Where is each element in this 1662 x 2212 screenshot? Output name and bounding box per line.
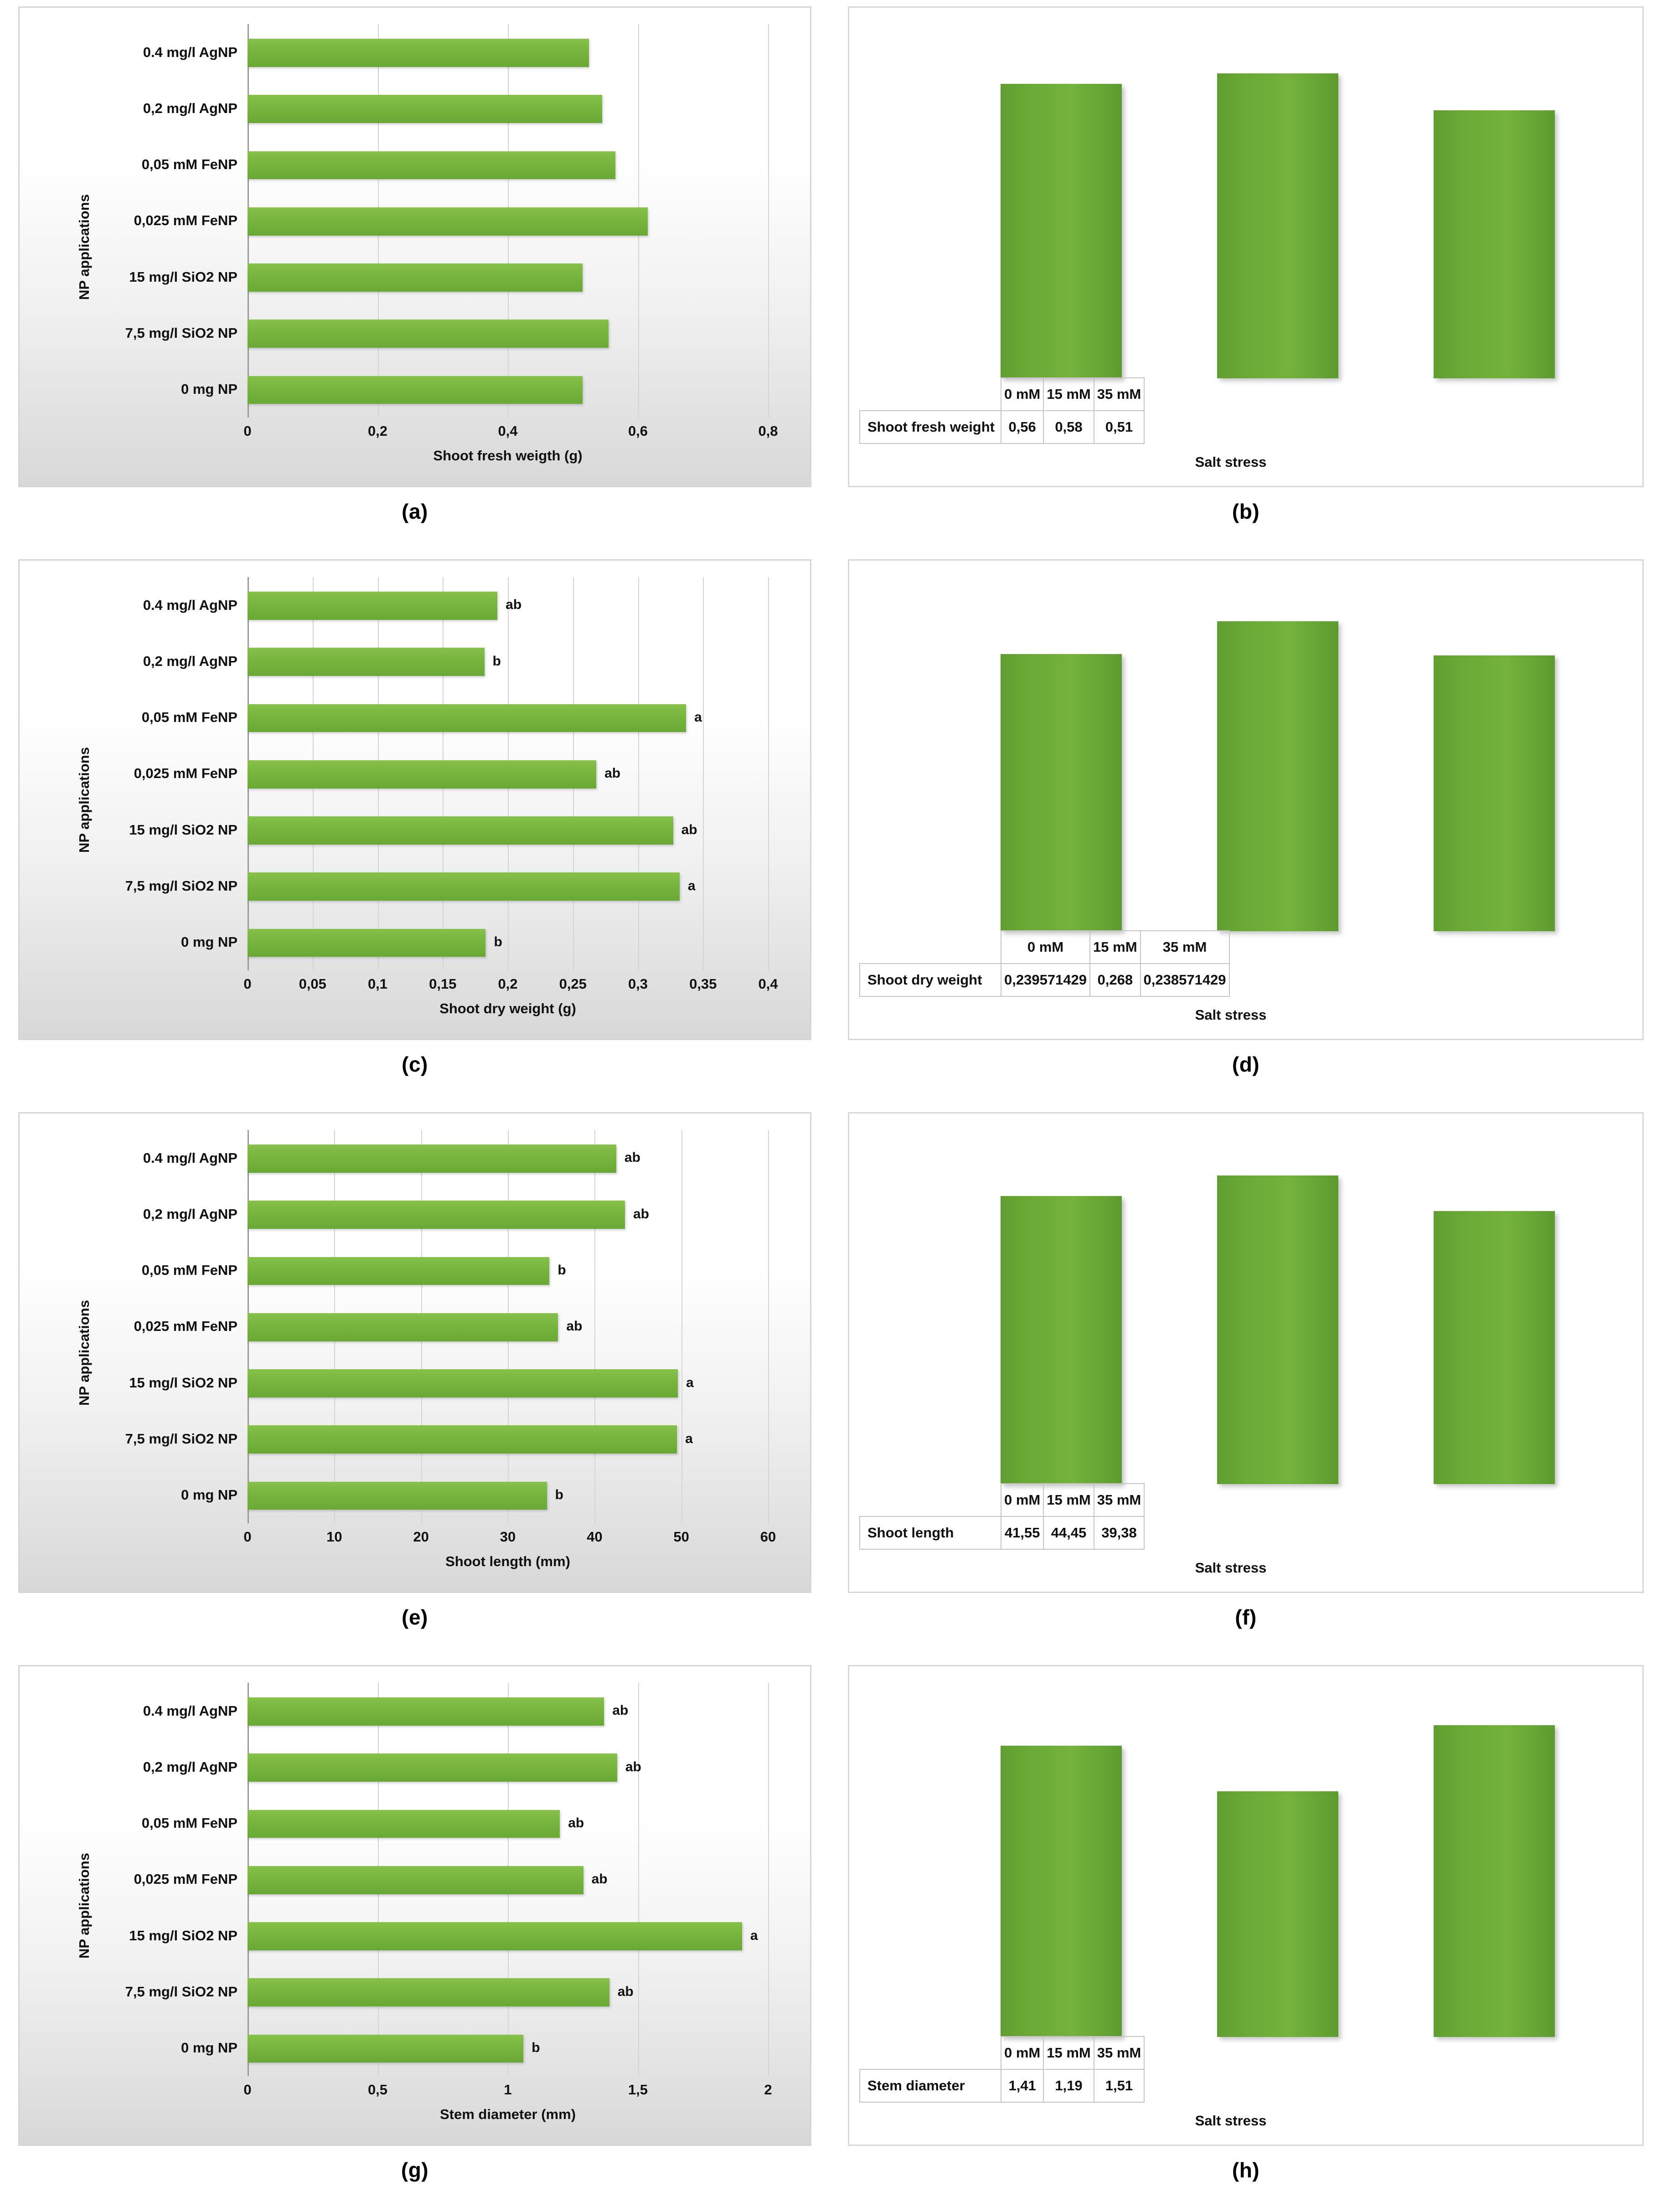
category-label: 7,5 mg/l SiO2 NP <box>125 325 237 341</box>
x-axis-title: Shoot length (mm) <box>445 1553 570 1569</box>
category-label: 15 mg/l SiO2 NP <box>129 1374 237 1391</box>
chart-panel-c <box>18 559 811 1040</box>
data-cell: 1,51 <box>1094 2069 1144 2102</box>
bar-holder <box>248 760 768 789</box>
bar <box>248 263 583 292</box>
chart-panel-a <box>18 6 811 487</box>
column-header: 35 mM <box>1094 1484 1144 1516</box>
bar-row <box>141 1243 768 1299</box>
bar-column <box>1217 1690 1338 2037</box>
bar <box>248 1978 609 2006</box>
x-tick-label: 0 <box>243 2082 252 2098</box>
significance-letter: a <box>750 1928 758 1943</box>
bar-row <box>134 1299 768 1355</box>
bar <box>248 1922 742 1950</box>
table-corner-cell <box>860 378 1001 411</box>
data-table <box>859 930 1230 997</box>
plot-area <box>125 577 778 1016</box>
significance-letter: b <box>555 1487 563 1503</box>
category-label: 0 mg NP <box>181 381 237 397</box>
chart-panel-g <box>18 1665 811 2146</box>
category-label: 0,2 mg/l AgNP <box>143 100 237 116</box>
gridline <box>768 24 769 418</box>
table-row <box>860 378 1144 411</box>
significance-letter: ab <box>566 1319 583 1334</box>
category-label: 0,05 mM FeNP <box>141 156 237 173</box>
plot-area <box>953 31 1602 378</box>
category-label: 0.4 mg/l AgNP <box>143 1702 237 1719</box>
bar <box>248 648 485 676</box>
bar-row <box>143 1186 768 1242</box>
figure-cell <box>0 1106 830 1659</box>
bar-holder <box>248 1257 768 1285</box>
category-label: 0,2 mg/l AgNP <box>143 1758 237 1775</box>
table-row <box>860 2037 1144 2069</box>
bar-row <box>141 690 768 746</box>
significance-letter: ab <box>681 822 697 837</box>
category-label: 7,5 mg/l SiO2 NP <box>125 1984 237 2000</box>
category-label: 15 mg/l SiO2 NP <box>129 1927 237 1944</box>
plot-area <box>125 24 778 464</box>
figure-cell <box>830 553 1662 1106</box>
bar-holder <box>248 648 768 676</box>
bar <box>248 1145 616 1173</box>
bar <box>248 320 609 348</box>
figure-cell <box>830 0 1662 553</box>
panel-tag: (e) <box>402 1605 428 1629</box>
data-cell: 1,41 <box>1001 2069 1043 2102</box>
table-row <box>860 1484 1144 1516</box>
x-tick-label: 0,2 <box>498 976 518 992</box>
bar-holder <box>248 1482 768 1510</box>
bar <box>248 1810 560 1838</box>
series-label: Shoot length <box>860 1516 1001 1549</box>
series-label: Stem diameter <box>860 2069 1001 2102</box>
significance-letter: ab <box>624 1150 640 1165</box>
bar-row <box>141 137 768 193</box>
bar <box>1001 1196 1122 1484</box>
bar-holder <box>248 1697 768 1726</box>
x-axis-ticks <box>243 418 778 443</box>
bar <box>248 816 673 845</box>
significance-letter: a <box>694 709 702 725</box>
bar-row <box>143 577 768 633</box>
y-axis-title: NP applications <box>76 1852 92 1959</box>
y-axis-title: NP applications <box>76 747 92 853</box>
x-tick-label: 2 <box>764 2082 772 2098</box>
y-axis-title: NP applications <box>76 1299 92 1406</box>
x-tick-label: 30 <box>500 1529 516 1545</box>
significance-letter: ab <box>591 1872 608 1887</box>
bar-holder <box>248 39 768 67</box>
bar <box>248 704 686 732</box>
bar <box>248 1753 617 1782</box>
bar <box>248 1866 583 1894</box>
x-tick-label: 0 <box>243 976 252 992</box>
table-row <box>860 411 1144 443</box>
bar-row <box>141 1795 768 1851</box>
category-label: 0 mg NP <box>181 1487 237 1503</box>
x-tick-label: 0,1 <box>367 976 388 992</box>
bar-column <box>1434 1690 1555 2037</box>
x-axis-title: Salt stress <box>1195 1007 1267 1023</box>
table-row <box>860 2069 1144 2102</box>
bar-holder <box>248 376 768 404</box>
category-label: 0.4 mg/l AgNP <box>143 597 237 613</box>
x-tick-label: 0,15 <box>429 976 457 992</box>
bar-column <box>1001 31 1122 378</box>
bar-holder <box>248 151 768 180</box>
panel-tag: (b) <box>1232 500 1260 523</box>
bar <box>248 1482 547 1510</box>
x-axis-ticks <box>243 970 778 996</box>
bar-column <box>1217 584 1338 931</box>
significance-letter: ab <box>568 1815 584 1830</box>
figure-cell <box>0 1659 830 2212</box>
data-cell: 0,51 <box>1094 411 1144 443</box>
bar-row <box>181 914 768 970</box>
significance-letter: a <box>685 1431 693 1446</box>
bar-holder <box>248 1201 768 1229</box>
figure-cell <box>0 553 830 1106</box>
bar <box>1434 1211 1555 1484</box>
bar-row <box>125 305 768 361</box>
bar-column <box>1434 31 1555 378</box>
column-header: 35 mM <box>1094 2037 1144 2069</box>
bar-holder <box>248 320 768 348</box>
bar-row <box>125 1964 768 2020</box>
figure-cell <box>0 0 830 553</box>
panel-tag: (c) <box>402 1052 428 1076</box>
data-cell: 0,56 <box>1001 411 1043 443</box>
significance-letter: b <box>492 653 501 669</box>
data-table <box>859 377 1145 444</box>
category-label: 0.4 mg/l AgNP <box>143 44 237 60</box>
horizontal-bar-chart <box>20 1114 810 1592</box>
bar <box>248 1201 625 1229</box>
panel-tag: (d) <box>1232 1052 1260 1076</box>
table-corner-cell <box>860 931 1001 964</box>
x-tick-label: 10 <box>326 1529 342 1545</box>
plot-area <box>953 584 1602 931</box>
category-label: 0,05 mM FeNP <box>141 1262 237 1279</box>
data-table <box>859 1483 1145 1550</box>
category-label: 0 mg NP <box>181 2040 237 2056</box>
panel-tag: (g) <box>401 2158 429 2182</box>
category-label: 0.4 mg/l AgNP <box>143 1150 237 1166</box>
plot-area <box>953 1690 1602 2037</box>
bar <box>1001 1746 1122 2037</box>
x-axis-title: Salt stress <box>1195 454 1267 470</box>
category-label: 7,5 mg/l SiO2 NP <box>125 878 237 894</box>
bar-row <box>134 746 768 802</box>
x-tick-label: 60 <box>760 1529 776 1545</box>
chart-panel-h <box>848 1665 1644 2146</box>
column-header: 0 mM <box>1001 2037 1043 2069</box>
bar <box>248 872 680 901</box>
figure-cell <box>830 1659 1662 2212</box>
bar <box>1217 73 1338 378</box>
x-tick-label: 1,5 <box>628 2082 648 2098</box>
bar <box>248 760 596 789</box>
bar-row <box>143 1683 768 1739</box>
bar <box>1217 1176 1338 1484</box>
y-axis-title: NP applications <box>76 194 92 300</box>
bar-holder <box>248 1145 768 1173</box>
plot-area <box>125 1683 772 2122</box>
bar <box>248 1257 549 1285</box>
horizontal-bar-chart <box>20 561 810 1039</box>
x-tick-label: 40 <box>587 1529 603 1545</box>
x-tick-label: 0,3 <box>628 976 648 992</box>
bar <box>1217 621 1338 931</box>
x-tick-label: 0,4 <box>498 423 518 439</box>
category-label: 0,025 mM FeNP <box>134 1318 237 1335</box>
column-header: 0 mM <box>1001 1484 1043 1516</box>
bar <box>1434 655 1555 931</box>
bar-holder <box>248 1978 768 2006</box>
category-label: 0,05 mM FeNP <box>141 709 237 726</box>
panel-tag: (h) <box>1232 2158 1260 2182</box>
bar <box>248 151 615 180</box>
series-label: Shoot fresh weight <box>860 411 1001 443</box>
bar <box>248 1425 677 1454</box>
significance-letter: a <box>687 878 696 893</box>
x-tick-label: 50 <box>673 1529 689 1545</box>
significance-letter: a <box>686 1375 694 1390</box>
category-label: 0 mg NP <box>181 934 237 950</box>
bar-row <box>125 1411 768 1467</box>
data-cell: 44,45 <box>1043 1516 1094 1549</box>
significance-letter: b <box>494 934 502 950</box>
table-corner-cell <box>860 1484 1001 1516</box>
x-tick-label: 20 <box>413 1529 429 1545</box>
bar <box>1217 1791 1338 2037</box>
category-label: 15 mg/l SiO2 NP <box>129 268 237 285</box>
bar-holder <box>248 704 768 732</box>
significance-letter: ab <box>625 1759 641 1774</box>
bar-row <box>129 1908 768 1964</box>
column-header: 0 mM <box>1001 931 1090 964</box>
bar-holder <box>248 929 768 957</box>
category-label: 0,2 mg/l AgNP <box>143 1206 237 1222</box>
significance-letter: ab <box>604 766 621 781</box>
bar-holder <box>248 2035 768 2063</box>
chart-panel-b <box>848 6 1644 487</box>
chart-panel-e <box>18 1112 811 1593</box>
data-cell: 1,19 <box>1043 2069 1094 2102</box>
bar-column <box>1001 584 1122 931</box>
bar-holder <box>248 207 768 236</box>
bar <box>1434 1725 1555 2037</box>
chart-panel-f <box>848 1112 1644 1593</box>
column-header: 15 mM <box>1090 931 1140 964</box>
x-tick-label: 0,6 <box>628 423 648 439</box>
column-header: 15 mM <box>1043 1484 1094 1516</box>
bar-holder <box>248 1753 768 1782</box>
bar-row <box>143 1130 768 1186</box>
data-cell: 39,38 <box>1094 1516 1144 1549</box>
bar <box>248 1313 558 1341</box>
data-cell: 0,268 <box>1090 964 1140 996</box>
bar <box>248 207 648 236</box>
significance-letter: b <box>532 2040 540 2056</box>
gridline <box>768 1683 769 2076</box>
x-tick-label: 0,5 <box>367 2082 388 2098</box>
bar <box>248 929 485 957</box>
x-tick-label: 1 <box>504 2082 512 2098</box>
significance-letter: b <box>557 1262 566 1278</box>
bar-column <box>1001 1137 1122 1484</box>
bar-holder <box>248 95 768 123</box>
bar <box>1434 110 1555 378</box>
horizontal-bar-chart <box>20 8 810 486</box>
bar-row <box>129 802 768 858</box>
bar-row <box>181 361 768 418</box>
x-tick-label: 0 <box>243 1529 252 1545</box>
significance-letter: ab <box>617 1984 634 1999</box>
bar-column <box>1434 584 1555 931</box>
column-header: 15 mM <box>1043 378 1094 411</box>
bar-holder <box>248 1313 768 1341</box>
bar <box>248 376 583 404</box>
bar-row <box>143 1739 768 1795</box>
bar-row <box>129 1355 768 1411</box>
bar <box>248 1697 604 1726</box>
bar <box>1001 84 1122 378</box>
x-tick-label: 0,8 <box>758 423 778 439</box>
x-axis-ticks <box>243 1523 776 1549</box>
bar-row <box>143 633 768 689</box>
x-axis-title: Stem diameter (mm) <box>439 2106 576 2122</box>
table-row <box>860 964 1229 996</box>
significance-letter: ab <box>633 1206 649 1222</box>
significance-letter: ab <box>612 1703 629 1718</box>
x-axis-title: Shoot fresh weigth (g) <box>433 448 583 464</box>
x-tick-label: 0,25 <box>559 976 587 992</box>
category-label: 0,2 mg/l AgNP <box>143 653 237 669</box>
bar <box>248 95 602 123</box>
table-row <box>860 1516 1144 1549</box>
figure-cell <box>830 1106 1662 1659</box>
category-label: 0,025 mM FeNP <box>134 1871 237 1887</box>
bar <box>1001 654 1122 931</box>
x-tick-label: 0,4 <box>758 976 778 992</box>
x-tick-label: 0 <box>243 423 252 439</box>
bar-row <box>143 24 768 80</box>
bar-holder <box>248 263 768 292</box>
bar <box>248 1369 678 1397</box>
x-axis-ticks <box>243 2076 772 2102</box>
category-label: 7,5 mg/l SiO2 NP <box>125 1431 237 1447</box>
gridline <box>768 1130 769 1523</box>
significance-letter: ab <box>506 597 522 613</box>
bar <box>248 592 497 620</box>
horizontal-bar-chart <box>20 1666 810 2145</box>
bar-holder <box>248 1922 768 1950</box>
column-header: 15 mM <box>1043 2037 1094 2069</box>
x-axis-title: Shoot dry weight (g) <box>439 1000 576 1016</box>
bar-holder <box>248 1866 768 1894</box>
bar-holder <box>248 1810 768 1838</box>
table-corner-cell <box>860 2037 1001 2069</box>
data-cell: 0,239571429 <box>1001 964 1090 996</box>
category-label: 15 mg/l SiO2 NP <box>129 821 237 838</box>
bar-row <box>134 1851 768 1908</box>
plot-area <box>953 1137 1602 1484</box>
bar-row <box>181 2020 768 2076</box>
bar-column <box>1217 31 1338 378</box>
data-table <box>859 2036 1145 2103</box>
bar-row <box>125 858 768 914</box>
x-axis-title: Salt stress <box>1195 1560 1267 1576</box>
data-cell: 0,238571429 <box>1141 964 1229 996</box>
panel-tag: (a) <box>402 500 428 523</box>
plot-area <box>125 1130 776 1569</box>
bar-row <box>181 1467 768 1523</box>
category-label: 0,025 mM FeNP <box>134 765 237 782</box>
x-axis-title: Salt stress <box>1195 2113 1267 2129</box>
bar-column <box>1001 1690 1122 2037</box>
x-tick-label: 0,2 <box>367 423 388 439</box>
series-label: Shoot dry weight <box>860 964 1001 996</box>
x-tick-label: 0,05 <box>299 976 326 992</box>
table-row <box>860 931 1229 964</box>
data-cell: 0,58 <box>1043 411 1094 443</box>
bar <box>248 2035 523 2063</box>
bar-row <box>143 80 768 136</box>
column-header: 35 mM <box>1094 378 1144 411</box>
category-label: 0,05 mM FeNP <box>141 1815 237 1831</box>
column-header: 35 mM <box>1141 931 1229 964</box>
bar-row <box>129 249 768 305</box>
chart-panel-d <box>848 559 1644 1040</box>
category-label: 0,025 mM FeNP <box>134 212 237 229</box>
bar-row <box>134 193 768 249</box>
bar <box>248 39 589 67</box>
panel-tag: (f) <box>1235 1605 1257 1629</box>
column-header: 0 mM <box>1001 378 1043 411</box>
bar-column <box>1434 1137 1555 1484</box>
bar-column <box>1217 1137 1338 1484</box>
gridline <box>768 577 769 970</box>
x-tick-label: 0,35 <box>689 976 717 992</box>
data-cell: 41,55 <box>1001 1516 1043 1549</box>
